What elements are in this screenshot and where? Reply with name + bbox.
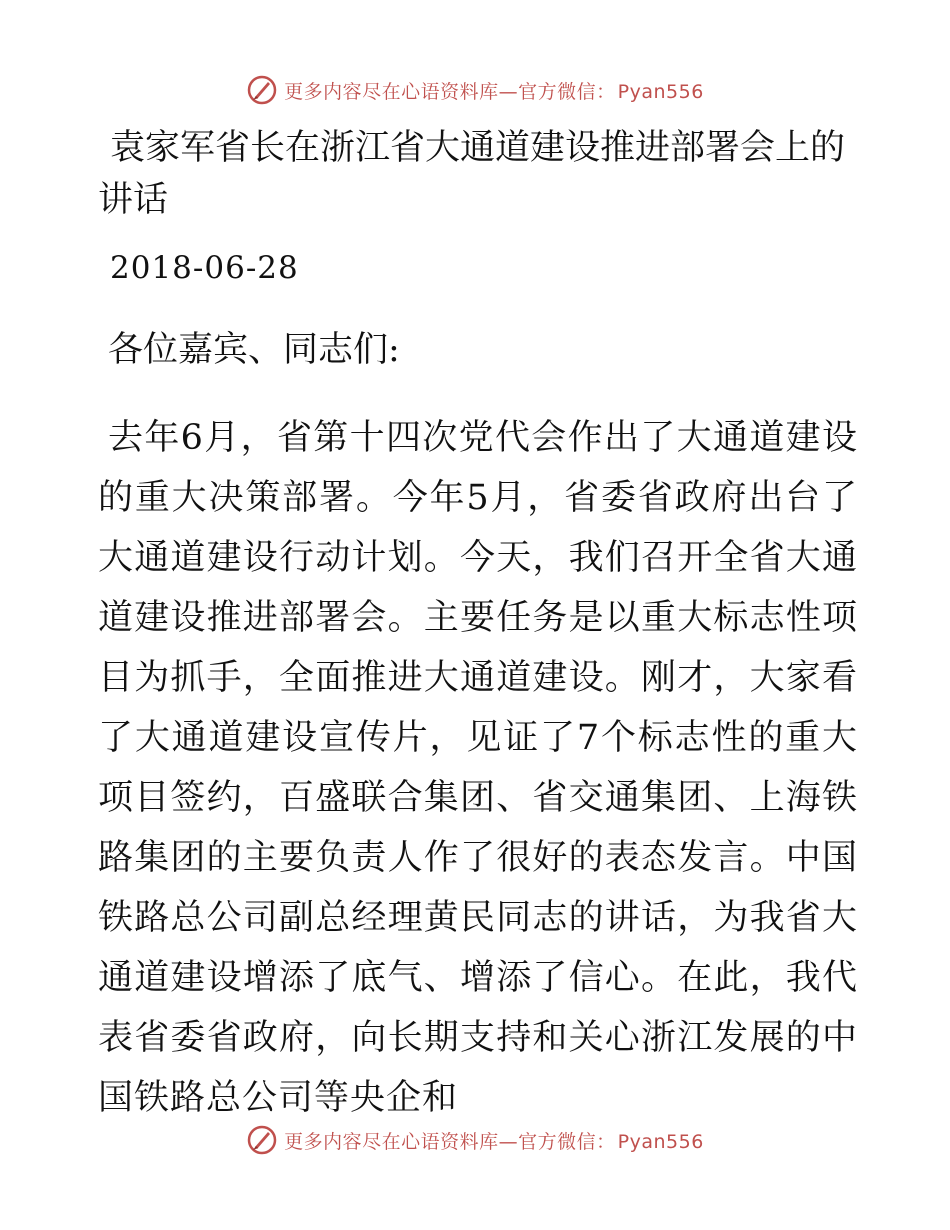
document-date: 2018-06-28	[110, 250, 299, 286]
quill-logo-icon	[246, 74, 278, 106]
watermark-header	[0, 70, 950, 110]
watermark-footer	[0, 1120, 950, 1160]
document-body	[98, 122, 858, 1128]
wechat-id: Pyan556	[617, 80, 704, 103]
wechat-id: Pyan556	[617, 1130, 704, 1153]
watermark-text: 更多内容尽在心语资料库—官方微信： Pyan556	[284, 1130, 704, 1153]
document-title: 袁家军省长在浙江省大通道建设推进部署会上的讲话	[98, 128, 846, 220]
paragraph: 去年6月，省第十四次党代会作出了大通道建设的重大决策部署。今年5月，省委省政府出台了大通道建设行动计划。今天，我们召开全省大通道建设推进部署会。主要任务是以重大标志性项目为抓手，全面推进大通道建设。刚才，大家看了大通道建设宣传片，见证了7个标志性的重大项目签约，百盛联合集团、省交通集团、上海铁路集团的主要负责人作了很好的表态发言。中国铁路总公司副总经理黄民同志的讲话，为我省大通道建设增添了底气、增添了信心。在此，我代表省委省政府，向长期支持和关心浙江发展的中国铁路总公司等央企和	[98, 418, 858, 1118]
watermark-text: 更多内容尽在心语资料库—官方微信： Pyan556	[284, 80, 704, 103]
quill-logo-icon	[246, 1124, 278, 1156]
salutation: 各位嘉宾、同志们:	[108, 330, 400, 370]
